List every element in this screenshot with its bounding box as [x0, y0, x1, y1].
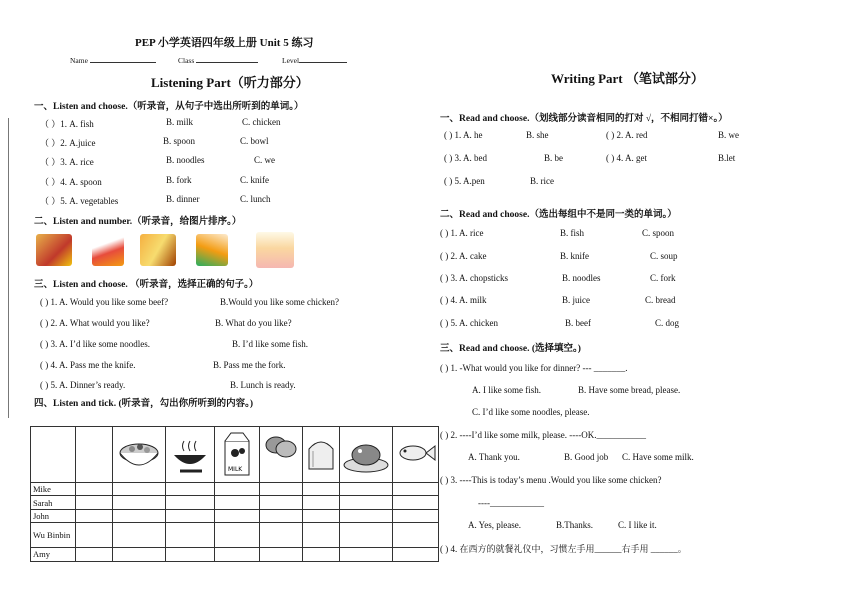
bread-loaf-icon: [303, 427, 340, 483]
option: B. Have some bread, please.: [578, 385, 681, 395]
table-row: Sarah: [31, 496, 439, 509]
listening-s3-heading: 三、Listen and choose. （听录音，选择正确的句子。）: [34, 280, 259, 290]
list-item: ( ) 2. A. What would you like?: [40, 318, 150, 328]
list-item: B. rice: [530, 176, 554, 186]
answer-line: ----____________: [478, 498, 544, 508]
writing-title: Writing Part （笔试部分）: [551, 71, 704, 86]
list-item: ( ) 4. A. Pass me the knife.: [40, 360, 136, 370]
list-item: （ ）3. A. rice: [40, 157, 94, 167]
list-item: B. Pass me the fork.: [213, 360, 286, 370]
soup-bowl-icon: [166, 427, 215, 483]
list-item: B. fish: [560, 228, 585, 238]
table-row: John: [31, 509, 439, 522]
writing-s3-heading: 三、Read and choose. (选择填空。): [440, 344, 581, 354]
list-item: B. spoon: [163, 136, 196, 146]
list-item: ( ) 3. A. chopsticks: [440, 273, 508, 283]
list-item: C. lunch: [240, 194, 271, 204]
list-item: B.let: [718, 153, 736, 163]
tick-table: [30, 426, 439, 562]
list-item: ( ) 1. A. rice: [440, 228, 484, 238]
question-2: ( ) 2. ----I’d like some milk, please. ----OK.___________: [440, 430, 646, 440]
class-field: Class: [178, 56, 258, 65]
question-3: ( ) 3. ----This is today’s menu .Would you like some chicken?: [440, 475, 662, 485]
option: C. Have some milk.: [622, 452, 694, 462]
list-item: （ ）1. A. fish: [40, 119, 94, 129]
picture-4: [196, 234, 228, 266]
list-item: B. she: [526, 130, 549, 140]
list-item: C. spoon: [642, 228, 675, 238]
svg-text:MILK: MILK: [228, 465, 243, 473]
picture-2: [92, 236, 124, 266]
table-row: Wu Binbin: [31, 523, 439, 548]
roast-chicken-icon: [340, 427, 393, 483]
list-item: C. chicken: [242, 117, 281, 127]
list-item: ( ) 5. A. chicken: [440, 318, 498, 328]
list-item: （ ）5. A. vegetables: [40, 196, 119, 206]
picture-5: [256, 232, 294, 268]
page-title: PEP 小学英语四年级上册 Unit 5 练习: [135, 37, 314, 49]
list-item: C. fork: [650, 273, 676, 283]
table-row: Mike: [31, 483, 439, 496]
list-item: ( ) 1. A. Would you like some beef?: [40, 297, 169, 307]
list-item: B. fork: [166, 175, 192, 185]
list-item: ( ) 3. A. bed: [444, 153, 487, 163]
listening-s1-heading: 一、Listen and choose.（听录音，从句子中选出所听到的单词。）: [34, 102, 304, 112]
bread-slices-icon: [260, 427, 303, 483]
milk-carton-icon: [215, 427, 260, 483]
list-item: ( ) 5. A. Dinner’s ready.: [40, 380, 126, 390]
margin-line: [8, 118, 9, 418]
picture-3: [140, 234, 176, 266]
list-item: C. bowl: [240, 136, 269, 146]
table-row: Amy: [31, 548, 439, 561]
list-item: B. juice: [562, 295, 590, 305]
list-item: C. soup: [650, 251, 678, 261]
list-item: B. I’d like some fish.: [232, 339, 308, 349]
list-item: C. knife: [240, 175, 269, 185]
option: C. I’d like some noodles, please.: [472, 407, 590, 417]
list-item: ( ) 2. A. red: [606, 130, 648, 140]
list-item: B. we: [718, 130, 739, 140]
list-item: ( ) 3. A. I’d like some noodles.: [40, 339, 150, 349]
list-item: C. dog: [655, 318, 680, 328]
option: A. I like some fish.: [472, 385, 541, 395]
list-item: （ ）2. A.juice: [40, 138, 96, 148]
option: B.Thanks.: [556, 520, 593, 530]
list-item: C. bread: [645, 295, 676, 305]
list-item: ( ) 4. A. milk: [440, 295, 487, 305]
option: B. Good job: [564, 452, 609, 462]
list-item: C. we: [254, 155, 275, 165]
list-item: B. be: [544, 153, 563, 163]
picture-1: [36, 234, 72, 266]
list-item: B.Would you like some chicken?: [220, 297, 339, 307]
name-field: Name: [70, 56, 156, 65]
list-item: B. knife: [560, 251, 589, 261]
writing-s1-heading: 一、Read and choose.（划线部分读音相同的打对 √，不相同打错×。）: [440, 114, 728, 124]
option: A. Yes, please.: [468, 520, 521, 530]
list-item: B. Lunch is ready.: [230, 380, 296, 390]
list-item: ( ) 1. A. he: [444, 130, 483, 140]
listening-s4-heading: 四、Listen and tick. (听录音，勾出你所听到的内容。): [34, 399, 254, 409]
list-item: B. dinner: [166, 194, 200, 204]
writing-s2-heading: 二、Read and choose.（选出每组中不是同一类的单词。）: [440, 210, 677, 220]
fish-icon: [393, 427, 439, 483]
list-item: B. What do you like?: [215, 318, 292, 328]
rice-bowl-icon: [113, 427, 166, 483]
question-4: ( ) 4. 在西方的就餐礼仪中，习惯左手用______右手用 ______。: [440, 544, 687, 554]
listening-s2-heading: 二、Listen and number.（听录音，给图片排序。）: [34, 217, 242, 227]
option: C. I like it.: [618, 520, 657, 530]
option: A. Thank you.: [468, 452, 520, 462]
list-item: （ ）4. A. spoon: [40, 177, 102, 187]
list-item: ( ) 4. A. get: [606, 153, 647, 163]
listening-title: Listening Part（听力部分）: [151, 75, 309, 90]
list-item: B. noodles: [166, 155, 205, 165]
list-item: B. beef: [565, 318, 591, 328]
list-item: B. noodles: [562, 273, 601, 283]
level-field: Level: [282, 56, 347, 65]
list-item: ( ) 5. A.pen: [444, 176, 485, 186]
list-item: ( ) 2. A. cake: [440, 251, 487, 261]
question-1: ( ) 1. -What would you like for dinner? --- _______.: [440, 363, 628, 373]
list-item: B. milk: [166, 117, 194, 127]
